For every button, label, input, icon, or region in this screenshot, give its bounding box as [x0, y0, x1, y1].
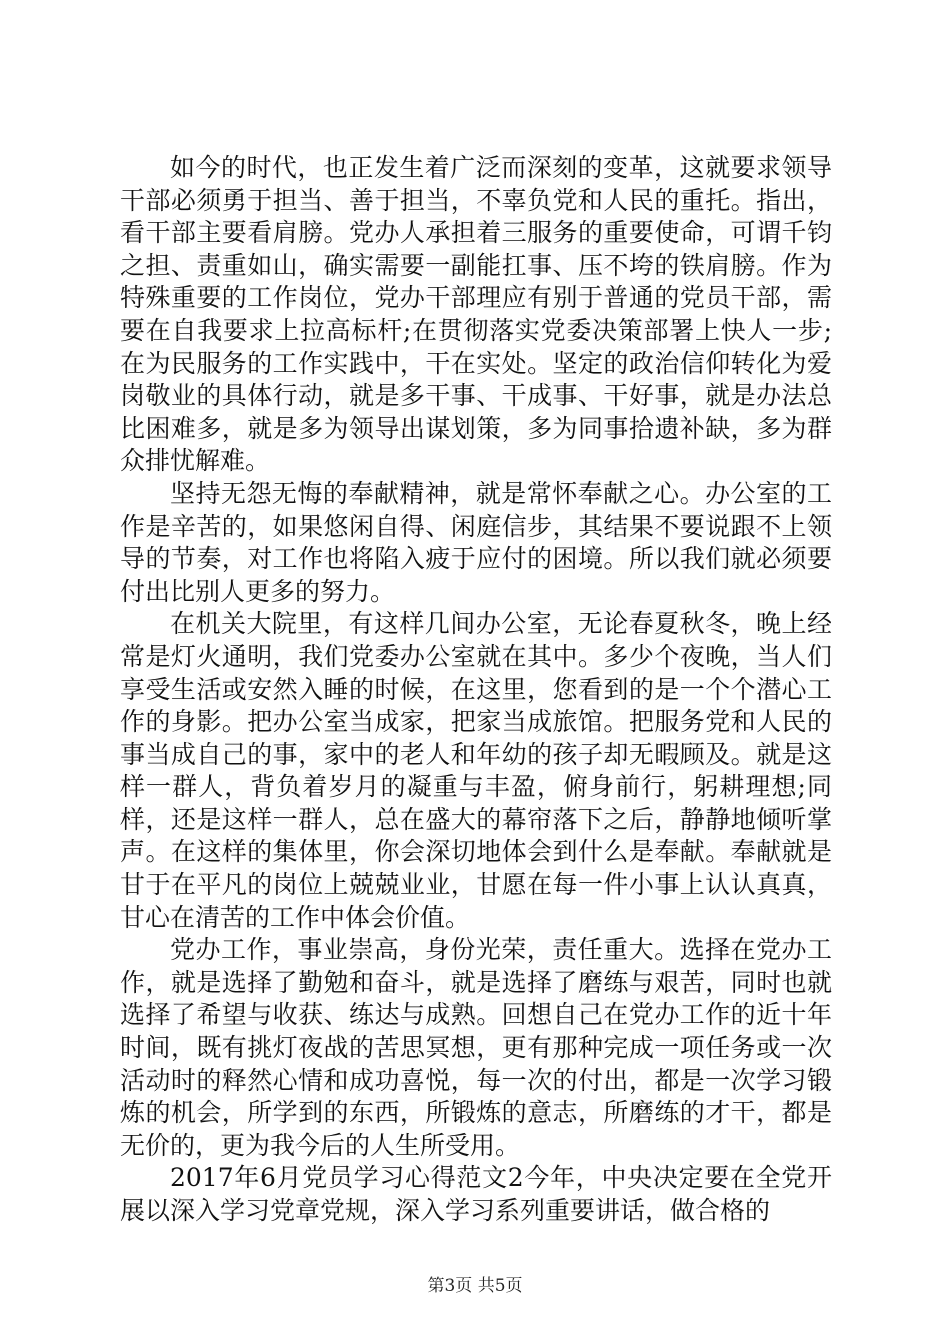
paragraph: 党办工作，事业崇高，身份光荣，责任重大。选择在党办工作，就是选择了勤勉和奋斗，就是选择了磨练与艰苦，同时也就选择了希望与收获、练达与成熟。回想自己在党办工作的近十年时间，既有挑灯夜战的苦思冥想，更有那种完成一项任务或一次活动时的释然心情和成功喜悦，每一次的付出，都是一次学习锻炼的机会，所学到的东西，所锻炼的意志，所磨练的才干，都是无价的，更为我今后的人生所受用。	[120, 935, 832, 1160]
page-footer: 第3页 共5页	[427, 1276, 523, 1296]
paragraph: 坚持无怨无悔的奉献精神，就是常怀奉献之心。办公室的工作是辛苦的，如果悠闲自得、闲庭信步，其结果不要说跟不上领导的节奏，对工作也将陷入疲于应付的困境。所以我们就必须要付出比别人更多的努力。	[120, 478, 832, 606]
paragraph: 在机关大院里，有这样几间办公室，无论春夏秋冬，晚上经常是灯火通明，我们党委办公室就在其中。多少个夜晚，当人们享受生活或安然入睡的时候，在这里，您看到的是一个个潜心工作的身影。把办公室当成家，把家当成旅馆。把服务党和人民的事当成自己的事，家中的老人和年幼的孩子却无暇顾及。就是这样一群人，背负着岁月的凝重与丰盈，俯身前行，躬耕理想;同样，还是这样一群人，总在盛大的幕帘落下之后，静静地倾听掌声。在这样的集体里，你会深切地体会到什么是奉献。奉献就是甘于在平凡的岗位上兢兢业业，甘愿在每一件小事上认认真真，甘心在清苦的工作中体会价值。	[120, 609, 832, 932]
body-text	[120, 152, 832, 1228]
paragraph: 2017年6月党员学习心得范文2今年，中央决定要在全党开展以深入学习党章党规，深入学习系列重要讲话，做合格的	[120, 1163, 832, 1225]
paragraph: 如今的时代，也正发生着广泛而深刻的变革，这就要求领导干部必须勇于担当、善于担当，不辜负党和人民的重托。指出，看干部主要看肩膀。党办人承担着三服务的重要使命，可谓千钧之担、责重如山，确实需要一副能扛事、压不垮的铁肩膀。作为特殊重要的工作岗位，党办干部理应有别于普通的党员干部，需要在自我要求上拉高标杆;在贯彻落实党委决策部署上快人一步;在为民服务的工作实践中，干在实处。坚定的政治信仰转化为爱岗敬业的具体行动，就是多干事、干成事、干好事，就是办法总比困难多，就是多为领导出谋划策，多为同事拾遗补缺，多为群众排忧解难。	[120, 153, 832, 476]
